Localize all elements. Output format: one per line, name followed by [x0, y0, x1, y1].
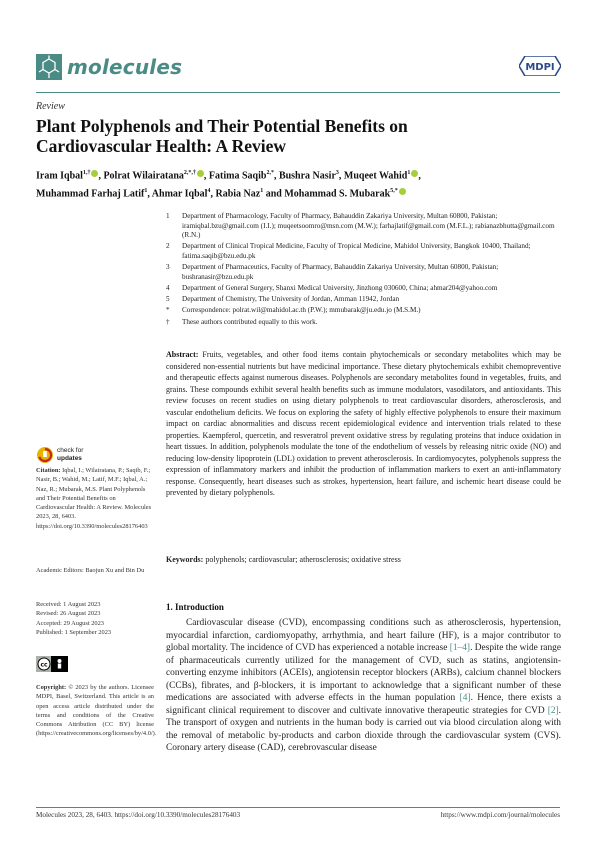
author[interactable]: Rabia Naz [215, 188, 261, 200]
orcid-icon[interactable] [197, 170, 204, 177]
copyright-text: © 2023 by the authors. Licensee MDPI, Basel, Switzerland. This article is an open access article distributed under the terms and conditions of the Creative Commons Attribution (CC BY) license (https://creativecommons.org/licenses/by/4.0/). [36, 684, 157, 738]
affiliation: 5 Department of Chemistry, The University of Jordan, Amman 11942, Jordan [166, 295, 400, 304]
copyright-notice [36, 683, 157, 739]
citation-link[interactable]: [2] [547, 705, 559, 716]
header-rule [36, 92, 560, 93]
affiliation: 1 Department of Pharmacology, Faculty of Pharmacy, Bahauddin Zakariya University, Multan 60800, Pakistan; iramiqbal.bzu@gmail.com (I.I.); muqeetsoomro@msn.com (M.W.); farhajlatif@gmail.com (M.F.L.); rabianazbhutta@gmail.com (R.N.) [166, 212, 555, 240]
footer-rule [36, 807, 560, 808]
check-for-updates-icon[interactable] [36, 446, 54, 464]
article-type: Review [36, 101, 65, 112]
article-dates [36, 600, 154, 637]
correspondence: * Correspondence: polrat.wil@mahidol.ac.th (P.W.); mmubarak@ju.edu.jo (M.S.M.) [166, 306, 421, 315]
journal-name: molecules [67, 55, 183, 79]
author[interactable]: Fatima Saqib [208, 170, 267, 182]
introduction-paragraph: Cardiovascular disease (CVD), encompassing conditions such as atherosclerosis, hypertension, myocardial infarction, cardiomyopathy, arrhythmia, and heart failure (HF), is a major contributor to global mortality. The incidence of CVD has experienced a notable increase [1–4]. Despite the wide range of pharmaceuticals currently utilized for the management of CVD, such as statins, angiotensin-converting enzyme inhibitors (ACEIs), angiotensin receptor blockers (ARBs), calcium channel blockers (CCBs), fibrates, and β-blockers, it is important to acknowledge that a significant number of these medications are associated with adverse effects in the human population [4]. Hence, there exists a significant clinical requirement to discover and cultivate innovative therapeutic strategies for CVD [2]. The transport of oxygen and nutrients in the human body is carried out via blood circulation along with the removal of metabolic by-products and carbon dioxide through the cardiovascular system (CVS). Coronary artery disease (CAD), cerebrovascular disease [166, 618, 562, 754]
citation-link[interactable]: [1–4] [449, 643, 471, 654]
citation-label: Citation: [36, 467, 61, 474]
author[interactable]: Polrat Wilairatana [103, 170, 184, 182]
author[interactable]: Bushra Nasir [278, 170, 336, 182]
molecules-logo-icon [36, 54, 62, 80]
accepted-date: Accepted: 29 August 2023 [36, 619, 104, 627]
equal-contribution-note: † These authors contributed equally to this work. [166, 317, 318, 326]
affiliation: 3 Department of Pharmaceutics, Faculty of Pharmacy, Bahauddin Zakariya University, Multan 60800, Pakistan; bushranasir@bzu.edu.pk [166, 263, 499, 281]
svg-text:cc: cc [40, 661, 48, 669]
abstract-label: Abstract: [166, 350, 199, 359]
keywords-label: Keywords: [166, 555, 204, 564]
author[interactable]: Muhammad Farhaj Latif [36, 188, 145, 200]
citation-text[interactable]: Iqbal, I.; Wilairatana, P.; Saqib, F.; Nasir, B.; Wahid, M.; Latif, M.F.; Iqbal, A.; Naz, R.; Mubarak, M.S. Plant Polyphenols and Their Potential Benefits on Cardiovascular Health: A Review. Molecules 2023, 28, 6403. https://doi.org/10.3390/molecules28176403 [36, 467, 152, 530]
copyright-label: Copyright: [36, 684, 67, 691]
affiliation: 4 Department of General Surgery, Shanxi Medical University, Jinzhong 030600, China; ahmar204@yahoo.com [166, 283, 498, 292]
author[interactable]: Ahmar Iqbal [151, 188, 208, 200]
author[interactable]: Muqeet Wahid [343, 170, 408, 182]
orcid-icon[interactable] [91, 170, 98, 177]
abstract-text: Fruits, vegetables, and other food items contain phytochemicals or secondary metabolites which may be considered non-essential nutrients but have medicinal importance. These dietary phytochemicals exhibit chemopreventive and therapeutic effects against numerous diseases. Polyphenols are secondary metabolites found in vegetables, fruits, and grains. These compounds exhibit several health benefits such as immune modulators, vasodilators, and antioxidants. This review focuses on recent studies on using dietary polyphenols to treat cardiovascular disorders, atherosclerosis, and vascular endothelium deficits. We focus on exploring the safety of highly effective polyphenols to ensure their maximum impact on cardiac abnormalities and discuss recent epidemiological evidence and intervention trials related to these properties. Kaempferol, quercetin, and resveratrol prevent oxidative stress by regulating proteins that induce oxidation in heart tissues. In addition, polyphenols modulate the tone of the endothelium of vessels by releasing nitric oxide (NO) and reducing low-density lipoprotein (LDL) oxidation to prevent atherosclerosis. In cardiomyocytes, polyphenols suppress the expression of inflammatory markers and inhibit the production of inflammation markers to exert an anti-inflammatory response. Consequently, heart diseases such as strokes, hypertension, heart failure, and ischemic heart disease could be prevented by dietary polyphenols. [166, 350, 561, 497]
academic-editors: Academic Editors: Baojun Xu and Bin Du [36, 567, 145, 574]
section-heading: 1. Introduction [166, 602, 224, 612]
author-list: Iram Iqbal$^{1,\dagger}$ , Polrat Wilairatana$^{2,*,\dagger}$ , Fatima Saqib$^{2,*}$, Bushra Nasir$^3$, Muqeet Wahid$^1$ , Muhammad Farhaj Latif$^1$, Ahmar Iqbal$^4$, Rabia Naz$^1$ and Mohammad S. Mubarak$^{5,*}$ [36, 170, 421, 200]
abstract [166, 349, 561, 499]
cc-by-license-icon[interactable] [36, 656, 68, 672]
keywords [166, 554, 561, 565]
affiliation: 2 Department of Clinical Tropical Medicine, Faculty of Tropical Medicine, Mahidol University, Bangkok 10400, Thailand; fatima.saqib@bzu.edu.pk [166, 242, 531, 260]
affiliations [166, 212, 566, 329]
keywords-text: polyphenols; cardiovascular; atherosclerosis; oxidative stress [205, 555, 401, 564]
mdpi-logo-icon [519, 56, 561, 76]
citation [36, 466, 154, 531]
published-date: Published: 1 September 2023 [36, 628, 112, 636]
check-for-updates-label[interactable]: check for updates [57, 447, 84, 462]
orcid-icon[interactable] [411, 170, 418, 177]
received-date: Received: 1 August 2023 [36, 601, 101, 608]
orcid-icon[interactable] [399, 188, 406, 195]
author[interactable]: Iram Iqbal [36, 170, 83, 182]
article-title: Plant Polyphenols and Their Potential Benefits on Cardiovascular Health: A Review [36, 116, 408, 156]
author[interactable]: Mohammad S. Mubarak [284, 188, 391, 200]
footer-citation[interactable]: Molecules 2023, 28, 6403. https://doi.org/10.3390/molecules28176403 [36, 811, 241, 819]
publisher-logo-text: MDPI [525, 62, 555, 73]
footer-journal-link[interactable]: https://www.mdpi.com/journal/molecules [440, 811, 560, 819]
citation-link[interactable]: [4] [459, 693, 471, 704]
revised-date: Revised: 26 August 2023 [36, 610, 101, 618]
